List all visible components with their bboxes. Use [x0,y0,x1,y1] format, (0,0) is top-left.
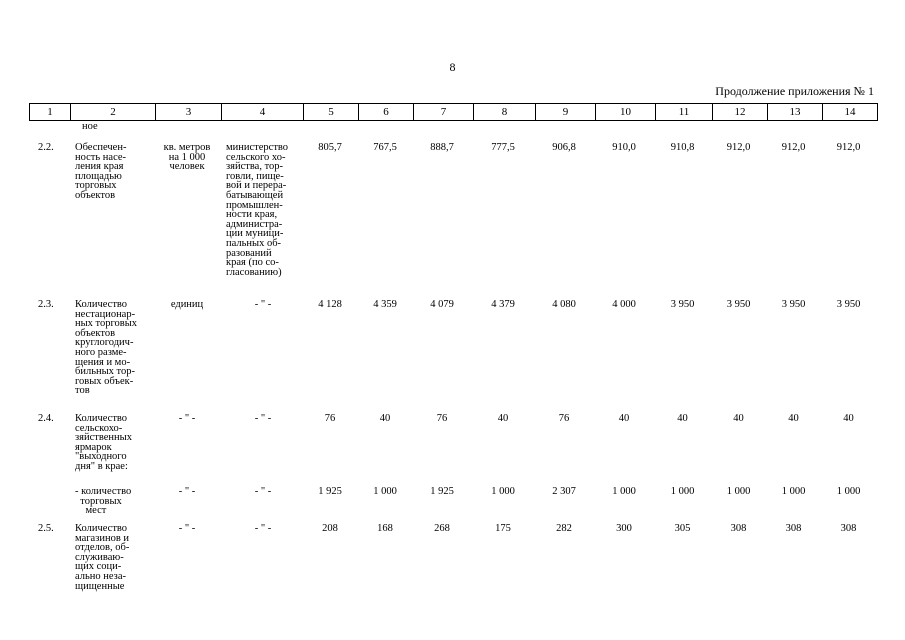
value-col-14: 308 [840,523,857,534]
appendix-continuation-title: Продолжение приложения № 1 [715,84,874,98]
value-col-14: 912,0 [836,142,861,153]
header-cell: 5 [304,104,359,121]
carried-over-text: ное [82,121,98,132]
header-cell: 1 [30,104,71,121]
value-col-8: 175 [495,523,511,534]
header-cell: 4 [222,104,304,121]
value-col-13: 40 [788,413,799,424]
unit-of-measure: - " - [178,523,196,534]
value-col-13: 308 [785,523,802,534]
unit-of-measure: - " - [178,486,196,497]
header-cell: 7 [414,104,474,121]
value-col-12: 40 [733,413,744,424]
value-col-7: 1 925 [430,486,454,497]
value-col-5: 1 925 [318,486,342,497]
value-col-9: 76 [558,413,570,424]
value-col-12: 3 950 [726,299,751,310]
value-col-9: 2 307 [552,486,576,497]
unit-of-measure: единиц [170,299,204,310]
row-number: 2.5. [38,523,54,534]
value-col-11: 1 000 [670,486,695,497]
value-col-5: 208 [322,523,338,534]
value-col-10: 1 000 [612,486,636,497]
value-col-8: 1 000 [491,486,515,497]
value-col-6: 767,5 [373,142,397,153]
indicator-name: - количество торговых мест [75,486,132,517]
header-row [30,104,878,121]
column-number-header [29,103,878,121]
value-col-11: 40 [677,413,688,424]
value-col-7: 76 [436,413,448,424]
value-col-8: 40 [497,413,509,424]
value-col-6: 168 [377,523,393,534]
header-cell: 8 [474,104,536,121]
value-col-7: 4 079 [430,299,454,310]
value-col-5: 805,7 [318,142,342,153]
value-col-13: 3 950 [781,299,806,310]
value-col-12: 1 000 [726,486,751,497]
responsible-executor: министерство сельского хо- зяйства, тор- говли, пище- вой и перера- батывающей промышлен- ности края, администра- ции муници- пальных об- разований края (по со- гласованию) [226,142,289,278]
header-cell: 3 [156,104,222,121]
value-col-10: 40 [618,413,630,424]
value-col-9: 4 080 [552,299,576,310]
value-col-14: 40 [843,413,854,424]
value-col-6: 40 [379,413,391,424]
value-col-12: 308 [730,523,747,534]
value-col-14: 1 000 [836,486,861,497]
value-col-9: 282 [556,523,572,534]
indicator-name: Количество сельскохо- зяйственных ярмарок "выходного дня" в крае: [75,413,132,472]
indicator-name: Количество нестационар- ных торговых объектов круглогодич- ного разме- щения и мо- бильных тор- говых объек- тов [75,299,138,397]
value-col-8: 777,5 [491,142,515,153]
responsible-executor: - " - [254,413,272,424]
header-cell: 9 [536,104,596,121]
value-col-13: 1 000 [781,486,806,497]
header-cell: 10 [596,104,656,121]
indicator-name: Обеспечен- ность насе- ления края площадью торговых объектов [75,142,127,201]
unit-of-measure: кв. метров на 1 000 человек [163,142,211,173]
value-col-7: 888,7 [430,142,454,153]
responsible-executor: - " - [254,299,272,310]
row-number: 2.4. [38,413,54,424]
responsible-executor: - " - [254,486,272,497]
page-number: 8 [449,60,456,74]
value-col-9: 906,8 [552,142,576,153]
responsible-executor: - " - [254,523,272,534]
value-col-11: 3 950 [670,299,695,310]
value-col-6: 4 359 [373,299,397,310]
value-col-5: 76 [324,413,336,424]
header-cell: 14 [823,104,878,121]
row-number: 2.3. [38,299,54,310]
value-col-13: 912,0 [781,142,806,153]
header-cell: 12 [713,104,768,121]
header-cell: 2 [71,104,156,121]
value-col-5: 4 128 [318,299,342,310]
row-number: 2.2. [38,142,54,153]
value-col-11: 305 [674,523,691,534]
value-col-12: 912,0 [726,142,751,153]
header-cell: 6 [359,104,414,121]
value-col-7: 268 [434,523,450,534]
value-col-14: 3 950 [836,299,861,310]
value-col-8: 4 379 [491,299,515,310]
value-col-6: 1 000 [373,486,397,497]
value-col-10: 4 000 [612,299,636,310]
header-cell: 11 [656,104,713,121]
value-col-11: 910,8 [670,142,695,153]
indicator-name: Количество магазинов и отделов, об- служиваю- щих соци- ально неза- щищенные [75,523,130,592]
value-col-10: 300 [616,523,632,534]
header-cell: 13 [768,104,823,121]
unit-of-measure: - " - [178,413,196,424]
value-col-10: 910,0 [612,142,636,153]
